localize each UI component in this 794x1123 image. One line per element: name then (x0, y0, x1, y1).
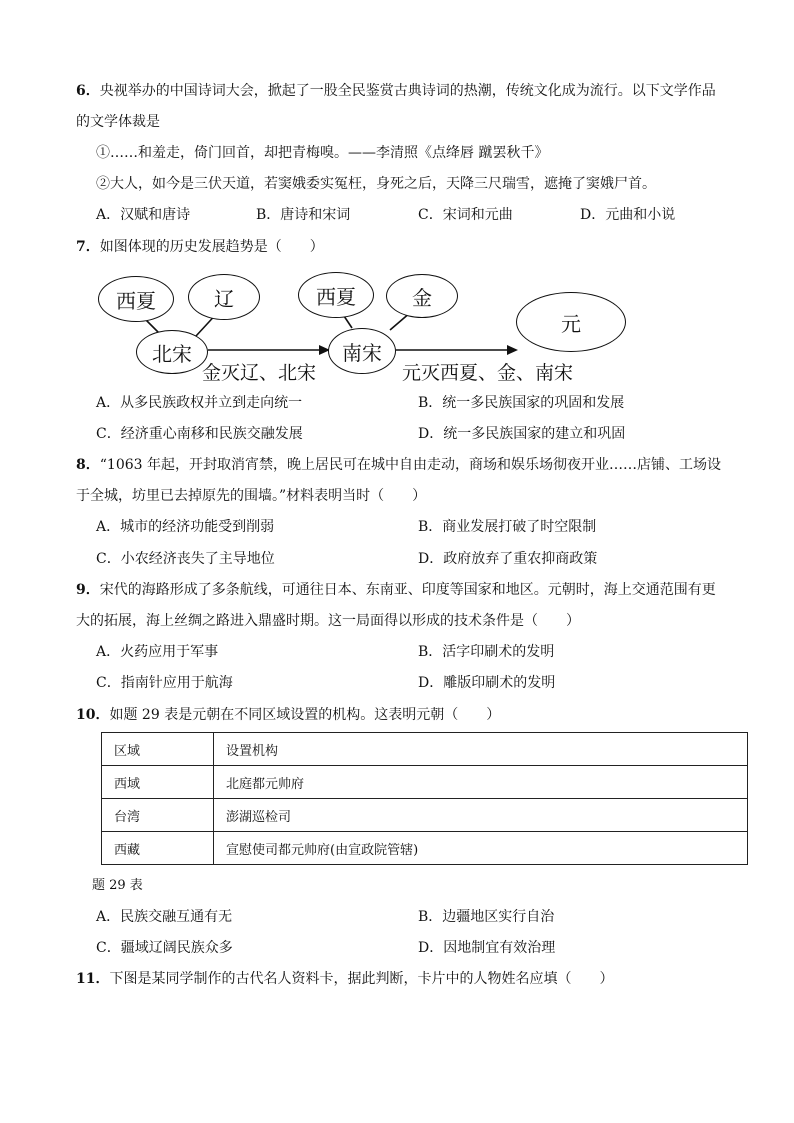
q6-option-d[interactable]: D．元曲和小说 (580, 207, 676, 223)
arrow-label-2: 元灭西夏、金、南宋 (402, 362, 574, 384)
q11-number: 11． (76, 971, 110, 987)
q6-item2: ②大人，如今是三伏天道，若窦娥委实冤枉，身死之后，天降三尺瑞雪，遮掩了窦娥尸首。 (96, 176, 656, 192)
q7-option-b[interactable]: B．统一多民族国家的巩固和发展 (418, 395, 625, 411)
q8-line2: 于全城，坊里已去掉原先的围墙。”材料表明当时（ ） (76, 488, 427, 504)
q11-stem-text: 下图是某同学制作的古代名人资料卡，据此判断，卡片中的人物姓名应填（ ） (109, 971, 614, 987)
q7-option-a[interactable]: A．从多民族政权并立到走向统一 (96, 395, 303, 411)
table-cell: 北庭都元帅府 (214, 766, 748, 799)
arrow-label-1: 金灭辽、北宋 (202, 362, 317, 384)
table-cell: 台湾 (102, 799, 214, 832)
q9-stem-text: 宋代的海路形成了多条航线，可通往日本、东南亚、印度等国家和地区。元朝时，海上交通范围有更 (99, 582, 716, 598)
table-cell: 西域 (102, 766, 214, 799)
q6-option-c[interactable]: C．宋词和元曲 (418, 207, 513, 223)
q6-number: 6． (76, 83, 100, 99)
node-yuan: 元 (516, 292, 626, 352)
q8-line1 (76, 455, 721, 475)
q6-stem-text: 央视举办的中国诗词大会，掀起了一股全民鉴赏古典诗词的热潮，传统文化成为流行。以下文学作品 (99, 83, 716, 99)
table-cell: 西藏 (102, 832, 214, 865)
table-cell: 澎湖巡检司 (214, 799, 748, 832)
node-beisong: 北宋 (136, 330, 208, 374)
q9-line2: 大的拓展，海上丝绸之路进入鼎盛时期。这一局面得以形成的技术条件是（ ） (76, 613, 580, 629)
node-nansong: 南宋 (328, 328, 396, 374)
q9-option-a[interactable]: A．火药应用于军事 (96, 644, 219, 660)
q8-option-c[interactable]: C．小农经济丧失了主导地位 (96, 551, 275, 567)
q8-option-b[interactable]: B．商业发展打破了时空限制 (418, 519, 597, 535)
q9-option-b[interactable]: B．活字印刷术的发明 (418, 644, 555, 660)
q10-table (101, 732, 748, 865)
node-liao: 辽 (188, 274, 260, 320)
q6-line1 (76, 81, 716, 101)
q6-item1: ①……和羞走，倚门回首，却把青梅嗅。——李清照《点绛唇 蹴罢秋千》 (96, 145, 549, 161)
q10-number: 10． (76, 707, 110, 723)
q10-table-caption: 题 29 表 (92, 878, 143, 893)
q6-option-a[interactable]: A．汉赋和唐诗 (96, 207, 191, 223)
arrow-head-2 (507, 345, 518, 355)
q6-line2: 的文学体裁是 (76, 114, 160, 130)
q9-line1 (76, 580, 716, 600)
q10-option-b[interactable]: B．边疆地区实行自治 (418, 909, 555, 925)
table-cell: 宣慰使司都元帅府(由宣政院管辖) (214, 832, 748, 865)
q8-stem-text: “1063 年起，开封取消宵禁，晚上居民可在城中自由走动，商场和娱乐场彻夜开业……店铺、工场设 (99, 457, 721, 473)
q11-line (76, 969, 613, 989)
q8-number: 8． (76, 457, 100, 473)
q7-line (76, 237, 324, 257)
table-row (102, 799, 748, 832)
q10-stem-text: 如题 29 表是元朝在不同区域设置的机构。这表明元朝（ ） (109, 707, 501, 723)
q8-option-a[interactable]: A．城市的经济功能受到削弱 (96, 519, 275, 535)
table-row (102, 766, 748, 799)
q10-line (76, 705, 500, 725)
node-jin: 金 (386, 274, 458, 318)
q9-option-d[interactable]: D．雕版印刷术的发明 (418, 675, 556, 691)
node-xixia-1: 西夏 (98, 276, 174, 322)
q9-option-c[interactable]: C．指南针应用于航海 (96, 675, 233, 691)
q6-option-b[interactable]: B．唐诗和宋词 (256, 207, 351, 223)
q7-option-d[interactable]: D．统一多民族国家的建立和巩固 (418, 426, 626, 442)
q9-number: 9． (76, 582, 100, 598)
table-header-cell: 设置机构 (214, 733, 748, 766)
q10-option-d[interactable]: D．因地制宜有效治理 (418, 940, 556, 956)
q10-option-a[interactable]: A．民族交融互通有无 (96, 909, 233, 925)
q7-option-c[interactable]: C．经济重心南移和民族交融发展 (96, 426, 303, 442)
table-header-cell: 区域 (102, 733, 214, 766)
table-row (102, 832, 748, 865)
node-xixia-2: 西夏 (298, 272, 374, 318)
q7-stem-text: 如图体现的历史发展趋势是（ ） (99, 239, 324, 255)
table-header-row (102, 733, 748, 766)
q7-dynasty-diagram (90, 266, 650, 390)
q10-option-c[interactable]: C．疆域辽阔民族众多 (96, 940, 233, 956)
q8-option-d[interactable]: D．政府放弃了重农抑商政策 (418, 551, 598, 567)
q7-number: 7． (76, 239, 100, 255)
